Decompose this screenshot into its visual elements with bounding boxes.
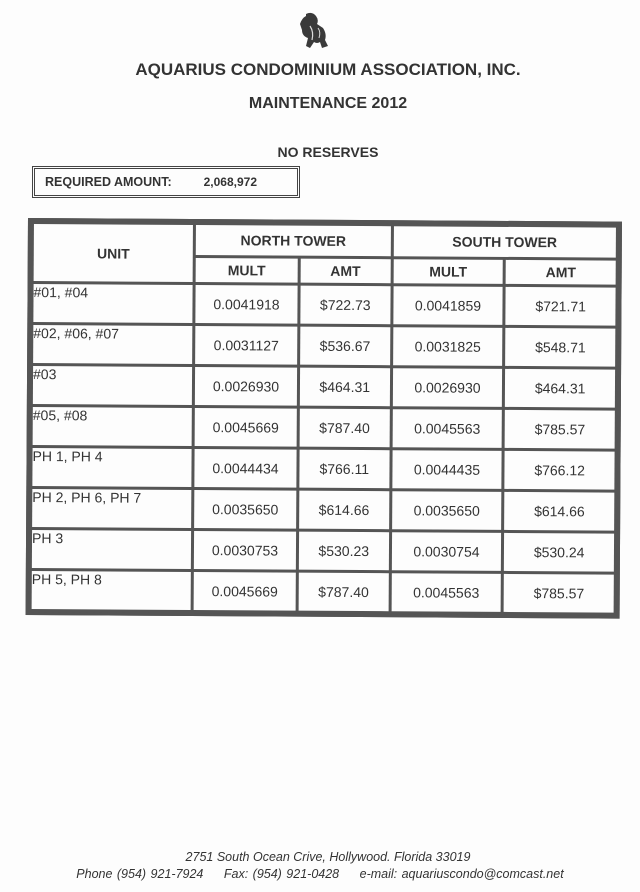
south-amt-cell: $614.66: [504, 492, 614, 531]
footer-fax: Fax: (954) 921-0428: [223, 867, 340, 881]
south-mult-header: MULT: [393, 259, 503, 284]
document-title: MAINTENANCE 2012: [248, 95, 408, 112]
footer-email[interactable]: e-mail: aquariuscondo@comcast.net: [359, 867, 564, 881]
footer-contact: [0, 867, 640, 881]
north-amt-cell: $536.67: [300, 327, 390, 366]
table-row: [32, 489, 614, 531]
north-mult-cell: 0.0035650: [194, 490, 296, 529]
north-mult-cell: 0.0041918: [196, 285, 298, 324]
south-mult-cell: 0.0030754: [392, 532, 502, 571]
unit-header: UNIT: [34, 224, 194, 282]
south-amt-header: AMT: [506, 260, 616, 285]
unit-cell: PH 1, PH 4: [32, 448, 191, 487]
table-row: [32, 448, 614, 490]
footer-phone: Phone (954) 921-7924: [76, 867, 204, 881]
north-mult-cell: 0.0031127: [195, 326, 297, 365]
north-amt-header: AMT: [301, 259, 391, 284]
unit-cell: #03: [33, 366, 192, 405]
unit-cell: #01, #04: [33, 284, 192, 323]
south-amt-cell: $721.71: [506, 287, 616, 326]
table-row: [33, 284, 615, 326]
table-row: [32, 530, 614, 572]
south-mult-cell: 0.0035650: [392, 491, 502, 530]
required-amount-value: 2,068,972: [203, 175, 258, 189]
north-amt-cell: $766.11: [299, 450, 389, 489]
south-tower-header: SOUTH TOWER: [393, 226, 616, 257]
required-amount-label: REQUIRED AMOUNT:: [45, 175, 172, 189]
north-amt-cell: $787.40: [300, 409, 390, 448]
unit-cell: #02, #06, #07: [33, 325, 192, 364]
south-mult-cell: 0.0031825: [393, 327, 503, 366]
south-mult-cell: 0.0026930: [393, 368, 503, 407]
organization-name: AQUARIUS CONDOMINIUM ASSOCIATION, INC.: [135, 60, 521, 79]
unit-cell: PH 3: [32, 530, 191, 569]
unit-cell: PH 5, PH 8: [32, 571, 191, 610]
footer-address: 2751 South Ocean Crive, Hollywood. Florida 33019: [185, 850, 471, 864]
unit-cell: #05, #08: [33, 407, 192, 446]
south-mult-cell: 0.0045563: [391, 573, 501, 612]
required-amount-box: [32, 166, 300, 198]
south-amt-cell: $530.24: [504, 533, 614, 572]
unit-cell: PH 2, PH 6, PH 7: [32, 489, 191, 528]
north-mult-cell: 0.0044434: [195, 449, 297, 488]
table-row: [33, 325, 615, 367]
north-mult-cell: 0.0045669: [195, 408, 297, 447]
south-amt-cell: $464.31: [505, 369, 615, 408]
north-tower-header: NORTH TOWER: [196, 225, 391, 256]
south-amt-cell: $766.12: [505, 451, 615, 490]
table-row: [32, 571, 614, 613]
south-amt-cell: $785.57: [504, 574, 614, 613]
north-amt-cell: $722.73: [300, 286, 390, 325]
north-amt-cell: $464.31: [300, 368, 390, 407]
north-mult-cell: 0.0026930: [195, 367, 297, 406]
north-amt-cell: $614.66: [299, 491, 389, 530]
north-amt-cell: $530.23: [299, 532, 389, 571]
table-row: [33, 366, 615, 408]
south-mult-cell: 0.0045563: [392, 409, 502, 448]
subtitle: NO RESERVES: [277, 144, 379, 160]
maintenance-table: [26, 218, 622, 619]
south-mult-cell: 0.0041859: [393, 286, 503, 325]
aquarius-logo-icon: [296, 12, 332, 50]
north-amt-cell: $787.40: [299, 573, 389, 612]
north-mult-cell: 0.0045669: [194, 572, 296, 611]
table-row: [33, 407, 615, 449]
south-mult-cell: 0.0044435: [392, 450, 502, 489]
north-mult-header: MULT: [196, 258, 298, 283]
south-amt-cell: $785.57: [505, 410, 615, 449]
north-mult-cell: 0.0030753: [194, 531, 296, 570]
south-amt-cell: $548.71: [505, 328, 615, 367]
